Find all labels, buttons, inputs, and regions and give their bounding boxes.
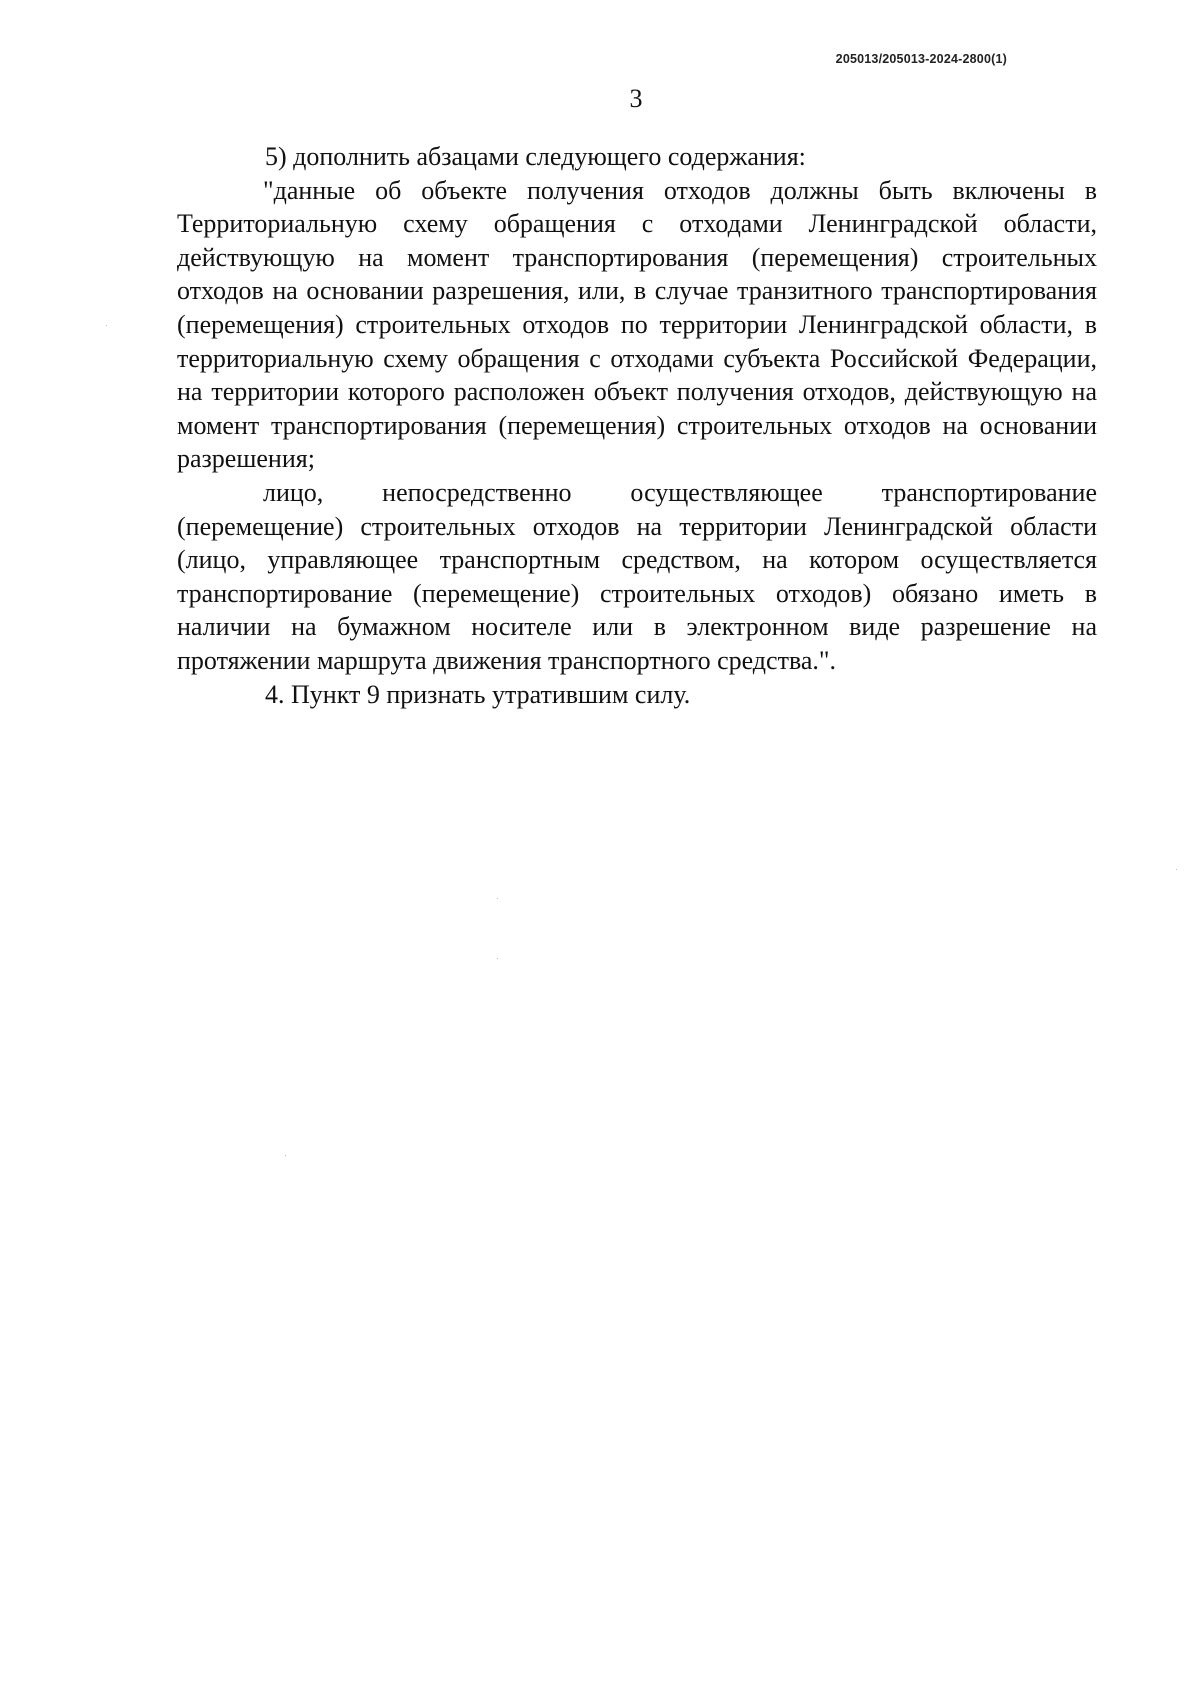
scan-speck [1176,869,1177,870]
scan-speck [497,898,498,899]
scan-speck [497,958,498,959]
paragraph-quoted-data: "данные об объекте получения отходов должны быть включены в Территориальную схему обращения с отходами Ленинградской области, действующую на момент транспортирования (перемещения) строительных отходов на основании разрешения, или, в случае транзитного транспортирования (перемещения) строительных отходов по территории Ленинградской области, в территориальную схему обращения с отходами субъекта Российской Федерации, на территории которого расположен объект получения отходов, действующую на момент транспортирования (перемещения) строительных отходов на основании разрешения; [177,175,1097,474]
document-body [177,140,1097,711]
scan-speck [106,325,107,326]
paragraph-person-obligation: лицо, непосредственно осуществляющее транспортирование (перемещение) строительных отходов на территории Ленинградской области (лицо, управляющее транспортным средством, на котором осуществляется транспортирование (перемещение) строительных отходов) обязано иметь в наличии на бумажном носителе или в электронном виде разрешение на протяжении маршрута движения транспортного средства.". [177,477,1097,675]
scan-speck [285,1155,286,1156]
paragraph-item-4: 4. Пункт 9 признать утратившим силу. [265,679,691,709]
paragraph-item-5: 5) дополнить абзацами следующего содержания: [265,142,806,171]
page-number: 3 [629,84,643,113]
document-id: 205013/205013-2024-2800(1) [835,52,1007,66]
